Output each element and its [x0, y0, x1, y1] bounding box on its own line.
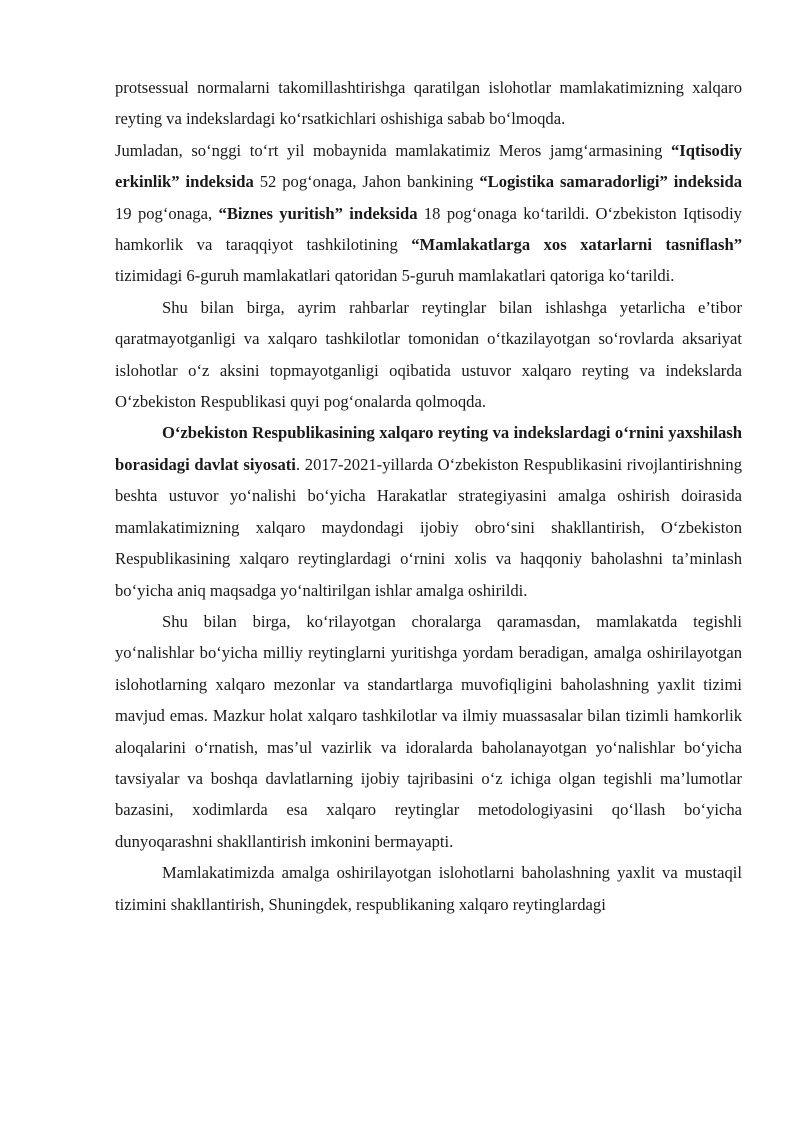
bold-run: O‘zbekiston Respublikasining xalqaro reyting va indekslardagi o‘rnini yaxshilash borasidagi davlat siyosati: [115, 423, 742, 474]
bold-run: “Biznes yuritish” indeksida: [218, 203, 418, 223]
paragraph-4: [115, 417, 742, 605]
text-run: 18 pog‘onaga ko‘tarildi. O‘zbekiston Iqtisodiy hamkorlik va taraqqiyot tashkilotining: [115, 203, 742, 255]
paragraph-3: [115, 292, 742, 418]
paragraph-1: [115, 72, 742, 135]
paragraph-2: [115, 135, 742, 292]
text-run: . 2017-2021-yillarda O‘zbekiston Respublikasini rivojlantirishning beshta ustuvor yo‘nalishi bo‘yicha Harakatlar strategiyasini amalga oshirish doirasida mamlakatimizning xalqaro maydondagi ijobiy obro‘sini shakllantirish, O‘zbekiston Respublikasining xalqaro reytinglardagi o‘rnini xolis va haqqoniy baholashni ta’minlash bo‘yicha aniq maqsadga yo‘naltirilgan ishlar amalga oshirildi.: [115, 454, 742, 600]
text-run: Shu bilan birga, ayrim rahbarlar reytinglar bilan ishlashga yetarlicha e’tibor qaratmayotganligi va xalqaro tashkilotlar tomonidan o‘tkazilayotgan so‘rovlarda aksariyat islohotlar o‘z aksini topmayotganligi oqibatida ustuvor xalqaro reyting va indekslarda O‘zbekiston Respublikasi quyi pog‘onalarda qolmoqda.: [115, 297, 742, 412]
text-run: 52 pog‘onaga, Jahon bankining: [253, 172, 480, 192]
text-run: protsessual normalarni takomillashtirishga qaratilgan islohotlar mamlakatimizning xalqaro reyting va indekslardagi ko‘rsatkichlari oshishiga sabab bo‘lmoqda.: [115, 78, 742, 129]
paragraph-6: [115, 857, 742, 920]
text-run: 19 pog‘onaga,: [115, 203, 219, 223]
bold-run: “Iqtisodiy erkinlik” indeksida: [115, 140, 742, 192]
document-page: [115, 72, 742, 920]
text-run: tizimidagi 6-guruh mamlakatlari qatoridan 5-guruh mamlakatlari qatoriga ko‘tarildi.: [115, 266, 675, 286]
paragraph-5: [115, 606, 742, 857]
text-run: Mamlakatimizda amalga oshirilayotgan islohotlarni baholashning yaxlit va mustaqil tizimini shakllantirish, Shuningdek, respublikaning xalqaro reytinglardagi: [115, 863, 742, 914]
bold-run: “Logistika samaradorligi” indeksida: [479, 172, 743, 192]
text-run: Shu bilan birga, ko‘rilayotgan choralarga qaramasdan, mamlakatda tegishli yo‘nalishlar bo‘yicha milliy reytinglarni yuritishga yordam beradigan, amalga oshirilayotgan islohotlarning xalqaro mezonlar va standartlarga muvofiqligini baholashning yaxlit tizimi mavjud emas. Mazkur holat xalqaro tashkilotlar va ilmiy muassasalar bilan tizimli hamkorlik aloqalarini o‘rnatish, mas’ul vazirlik va idoralarda baholanayotgan yo‘nalishlar bo‘yicha tavsiyalar va boshqa davlatlarning ijobiy tajribasini o‘z ichiga olgan tegishli ma’lumotlar bazasini, xodimlarda esa xalqaro reytinglar metodologiyasini qo‘llash bo‘yicha dunyoqarashni shakllantirish imkonini bermayapti.: [115, 611, 742, 851]
text-run: Jumladan, so‘nggi to‘rt yil mobaynida mamlakatimiz Meros jamg‘armasining: [115, 140, 671, 160]
bold-run: “Mamlakatlarga xos xatarlarni tasniflash”: [411, 235, 742, 255]
